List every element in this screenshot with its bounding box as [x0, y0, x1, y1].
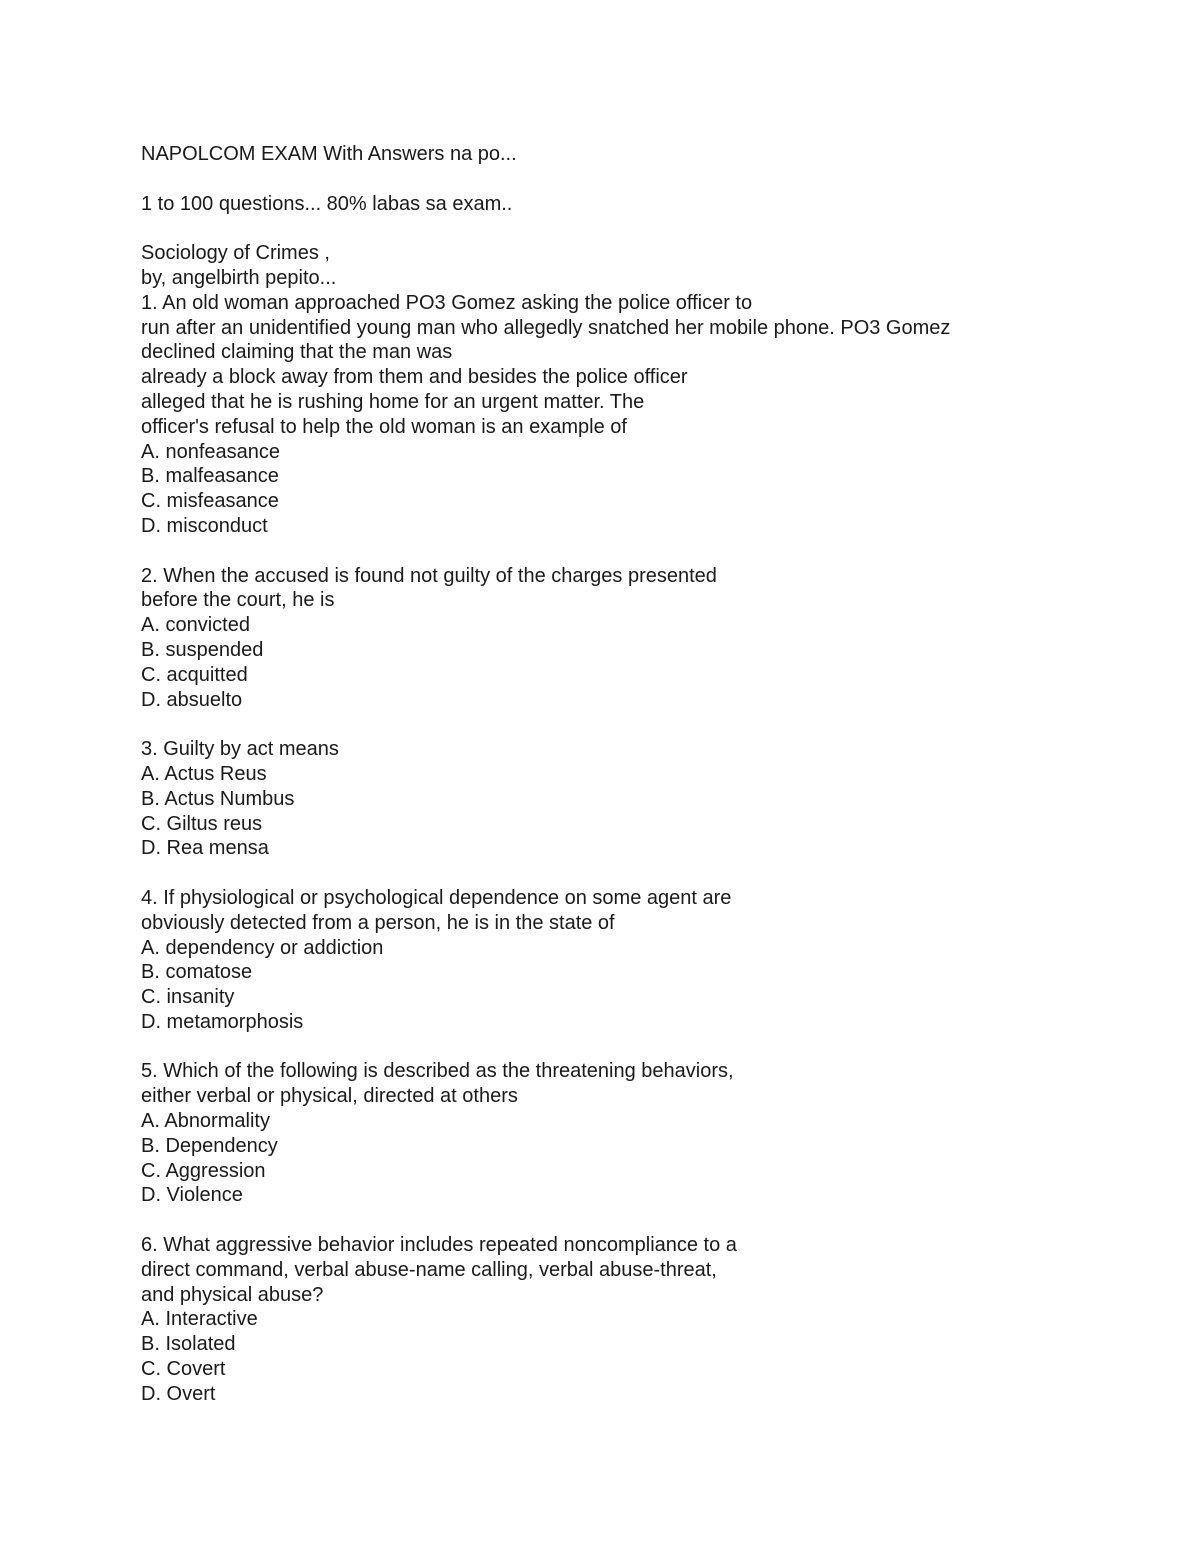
- document-body: [141, 142, 1141, 1407]
- question-text-line: declined claiming that the man was: [141, 341, 453, 364]
- question-text-line: 4. If physiological or psychological dependence on some agent are: [141, 886, 732, 909]
- answer-choice: B. malfeasance: [141, 465, 279, 488]
- question-text-line: direct command, verbal abuse-name calling, verbal abuse-threat,: [141, 1258, 717, 1281]
- question-block: [141, 737, 1141, 861]
- answer-choice: D. Overt: [141, 1382, 216, 1405]
- answer-choice: B. suspended: [141, 638, 264, 661]
- question-text-line: already a block away from them and besides the police officer: [141, 366, 688, 389]
- question-block: [141, 1059, 1141, 1208]
- question-block: [141, 1233, 1141, 1407]
- answer-choice: B. comatose: [141, 961, 253, 984]
- answer-choice: B. Dependency: [141, 1134, 278, 1157]
- spacer: [141, 216, 1141, 241]
- answer-choice: A. Abnormality: [141, 1110, 270, 1133]
- question-text-line: obviously detected from a person, he is in the state of: [141, 911, 615, 934]
- question-text-line: 2. When the accused is found not guilty of the charges presented: [141, 564, 717, 587]
- spacer: [141, 712, 1141, 737]
- author-line: by, angelbirth pepito...: [141, 266, 337, 289]
- spacer: [141, 167, 1141, 192]
- question-text-line: 5. Which of the following is described as the threatening behaviors,: [141, 1060, 734, 1083]
- spacer: [141, 1035, 1141, 1060]
- question-block: [141, 886, 1141, 1035]
- answer-choice: A. dependency or addiction: [141, 936, 384, 959]
- answer-choice: C. Aggression: [141, 1159, 266, 1182]
- question-text-line: officer's refusal to help the old woman is an example of: [141, 415, 627, 438]
- answer-choice: D. misconduct: [141, 514, 268, 537]
- answer-choice: D. metamorphosis: [141, 1010, 304, 1033]
- answer-choice: D. Violence: [141, 1184, 243, 1207]
- answer-choice: B. Isolated: [141, 1333, 236, 1356]
- answer-choice: C. Giltus reus: [141, 812, 263, 835]
- question-block: [141, 564, 1141, 713]
- answer-choice: A. nonfeasance: [141, 440, 280, 463]
- subject-heading: Sociology of Crimes ,: [141, 242, 330, 265]
- question-text-line: alleged that he is rushing home for an urgent matter. The: [141, 390, 645, 413]
- answer-choice: A. Actus Reus: [141, 762, 267, 785]
- question-text-line: before the court, he is: [141, 589, 335, 612]
- answer-choice: C. misfeasance: [141, 490, 279, 513]
- answer-choice: C. insanity: [141, 986, 235, 1009]
- answer-choice: B. Actus Numbus: [141, 787, 295, 810]
- answer-choice: D. absuelto: [141, 688, 243, 711]
- spacer: [141, 1208, 1141, 1233]
- answer-choice: A. convicted: [141, 614, 250, 637]
- question-text-line: run after an unidentified young man who allegedly snatched her mobile phone. PO3 Gomez: [141, 316, 951, 339]
- document-subtitle: 1 to 100 questions... 80% labas sa exam..: [141, 192, 513, 215]
- answer-choice: C. acquitted: [141, 663, 248, 686]
- answer-choice: C. Covert: [141, 1358, 226, 1381]
- question-text-line: 3. Guilty by act means: [141, 738, 339, 761]
- question-text-line: either verbal or physical, directed at others: [141, 1085, 518, 1108]
- question-block: [141, 291, 1141, 539]
- question-text-line: 6. What aggressive behavior includes repeated noncompliance to a: [141, 1234, 737, 1257]
- question-text-line: and physical abuse?: [141, 1283, 324, 1306]
- spacer: [141, 539, 1141, 564]
- question-list: [141, 291, 1141, 1407]
- question-text-line: 1. An old woman approached PO3 Gomez asking the police officer to: [141, 291, 753, 314]
- document-title: NAPOLCOM EXAM With Answers na po...: [141, 143, 517, 165]
- spacer: [141, 861, 1141, 886]
- answer-choice: A. Interactive: [141, 1308, 258, 1331]
- answer-choice: D. Rea mensa: [141, 837, 269, 860]
